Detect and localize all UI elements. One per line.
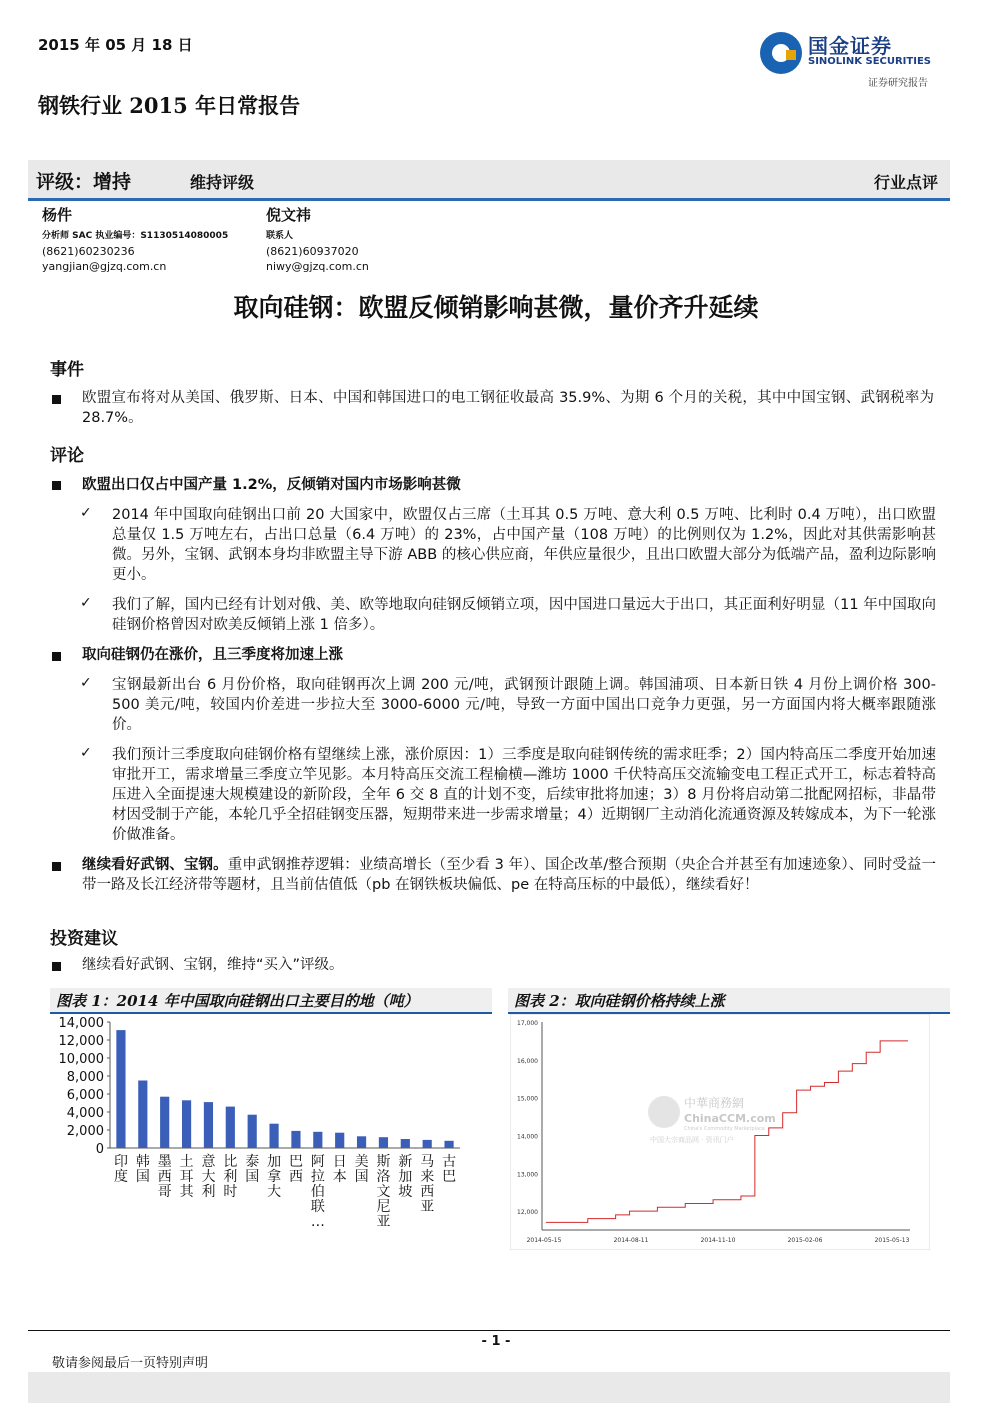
analyst-name: 杨件	[42, 206, 73, 224]
checkmark-icon: ✓	[80, 675, 92, 691]
analyst-phone: (8621)60230236	[42, 245, 135, 258]
watermark-foot: 中国大宗商品网 · 资讯门户	[650, 1136, 734, 1144]
section-heading-event: 事件	[50, 360, 84, 380]
x-tick-label: 尼	[376, 1199, 391, 1215]
bar	[248, 1115, 257, 1148]
x-tick-label: 2014-08-11	[613, 1237, 649, 1244]
y-tick-label: 17,000	[517, 1020, 538, 1027]
bullet-icon	[52, 481, 61, 490]
x-tick-label: 大	[201, 1169, 216, 1185]
y-tick-label: 14,000	[58, 1016, 104, 1031]
figure2-title-text: 图表 2：取向硅钢价格持续上涨	[514, 992, 725, 1010]
x-tick-label: 意	[201, 1154, 216, 1170]
x-tick-label: 墨	[157, 1154, 172, 1170]
y-tick-label: 10,000	[58, 1052, 104, 1067]
x-tick-label: 加	[398, 1169, 413, 1185]
point3-paragraph	[82, 855, 936, 895]
bar	[291, 1131, 300, 1148]
checkmark-icon: ✓	[80, 505, 92, 521]
bar	[226, 1107, 235, 1148]
analyst-card	[42, 208, 228, 274]
point2-paragraph-a: 宝钢最新出台 6 月份价格，取向硅钢再次上调 200 元/吨，武钢预计跟随上调。韩国浦项、日本新日铁 4 月份上调价格 300-500 美元/吨，较国内价差进一步拉大至 3000-6000 元/吨，导致一方面中国出口竞争力更强，另一方面国内将大概率跟随涨价。	[112, 677, 936, 733]
point2-paragraph-b: 我们预计三季度取向硅钢价格有望继续上涨，涨价原因：1）三季度是取向硅钢传统的需求旺季；2）国内特高压二季度开始加速审批开工，需求增量三季度立竿见影。本月特高压交流工程榆横—潍坊 1000 千伏特高压交流输变电工程正式开工，标志着特高压进入全面提速大规模建设的新阶段，全年 6 交 8 直的计划不变，后续审批将加速；3）8 月份将启动第二批配网招标，非晶带材因受制于产能，本轮几乎全招硅钢变压器，短期带来进一步需求增量；4）近期钢厂主动消化流通资源及转嫁成本，为下一轮涨价做准备。	[112, 747, 936, 843]
x-tick-label: 阿	[310, 1154, 325, 1170]
logo-text-cn: 国金证券	[808, 34, 892, 58]
x-tick-label: 西	[420, 1184, 435, 1200]
x-tick-label: 西	[157, 1169, 172, 1185]
section-heading-comment: 评论	[50, 446, 84, 466]
report-series-title: 钢铁行业 2015 年日常报告	[38, 93, 301, 118]
logo-subtitle: 证券研究报告	[868, 78, 928, 89]
x-tick-label: 西	[288, 1169, 303, 1185]
watermark-sub: China's Commodity Marketplace	[684, 1126, 765, 1132]
company-logo	[760, 30, 946, 92]
x-tick-label: 加	[267, 1154, 282, 1170]
y-tick-label: 16,000	[517, 1057, 538, 1065]
bullet-icon	[52, 962, 61, 971]
x-tick-label: 巴	[288, 1154, 303, 1170]
bar	[401, 1139, 410, 1148]
point2-heading: 取向硅钢仍在涨价，且三季度将加速上涨	[82, 647, 343, 663]
point1-paragraph-a: 2014 年中国取向硅钢出口前 20 大国家中，欧盟仅占三席（土耳其 0.5 万吨、意大利 0.5 万吨、比利时 0.4 万吨），出口欧盟总量仅 1.5 万吨左右，占出口总量（6.4 万吨）的 23%，占中国产量（108 万吨）的比例则仅为 1.2%，因此对其供需影响甚微。另外，宝钢、武钢本身均非欧盟主导下游 ABB 的核心供应商，年供应量很少，且出口欧盟大部分为低端产品，盈利边际影响更小。	[112, 507, 936, 583]
y-tick-label: 14,000	[517, 1133, 538, 1141]
checkmark-icon: ✓	[80, 595, 92, 611]
bar	[160, 1097, 169, 1148]
bar	[138, 1081, 147, 1149]
bar	[313, 1132, 322, 1148]
rating-label: 评级：增持	[36, 171, 132, 193]
y-tick-label: 8,000	[66, 1070, 104, 1085]
x-tick-label: 来	[420, 1169, 435, 1185]
bullet-icon	[52, 652, 61, 661]
x-tick-label: 新	[398, 1154, 413, 1170]
point1-heading: 欧盟出口仅占中国产量 1.2%，反倾销对国内市场影响甚微	[82, 477, 461, 493]
figure1-title-text: 图表 1：2014 年中国取向硅钢出口主要目的地（吨）	[56, 992, 419, 1010]
x-tick-label: 利	[201, 1184, 216, 1200]
bar	[335, 1133, 344, 1148]
x-tick-label: 时	[223, 1184, 238, 1200]
figure1-title	[50, 988, 492, 1014]
analyst-card	[266, 208, 369, 274]
report-category: 行业点评	[873, 173, 938, 192]
point1-paragraph-b: 我们了解，国内已经有计划对俄、美、欧等地取向硅钢反倾销立项，因中国进口量远大于出口，其正面利好明显（11 年中国取向硅钢价格曾因对欧美反倾销上涨 1 倍多）。	[112, 597, 936, 633]
chart-frame	[510, 1014, 930, 1250]
footer-disclaimer: 敬请参阅最后一页特别声明	[52, 1356, 209, 1371]
bar	[357, 1136, 366, 1148]
point3-heading: 继续看好武钢、宝钢。	[82, 857, 228, 873]
y-tick-label: 0	[95, 1142, 104, 1157]
x-tick-label: 国	[354, 1169, 369, 1185]
y-tick-label: 12,000	[58, 1034, 104, 1049]
watermark-globe-icon	[648, 1096, 680, 1128]
x-tick-label: 2014-05-15	[526, 1237, 562, 1244]
x-tick-label: 美	[354, 1154, 369, 1170]
page-number: - 1 -	[481, 1334, 511, 1349]
x-tick-label: 度	[113, 1169, 128, 1185]
x-tick-label: 坡	[398, 1184, 413, 1200]
rating-bar	[28, 160, 950, 201]
x-tick-label: 大	[267, 1184, 282, 1200]
x-tick-label: 日	[332, 1154, 347, 1170]
bar	[444, 1141, 453, 1148]
bar	[116, 1030, 125, 1148]
bar	[379, 1137, 388, 1148]
x-tick-label: 古	[442, 1154, 457, 1170]
x-tick-label: 其	[179, 1184, 194, 1200]
x-tick-label: 哥	[157, 1184, 172, 1200]
y-tick-label: 12,000	[517, 1209, 538, 1217]
footer-bar	[28, 1372, 950, 1403]
export-destinations-bar-chart	[50, 1012, 490, 1252]
x-tick-label: 2014-11-10	[700, 1237, 736, 1244]
invest-text: 继续看好武钢、宝钢，维持“买入”评级。	[82, 957, 344, 973]
watermark-en: ChinaCCM.com	[684, 1112, 776, 1125]
x-tick-label: 文	[376, 1184, 391, 1200]
analyst-name: 倪文祎	[266, 206, 312, 224]
analyst-role: 分析师 SAC 执业编号：S1130514080005	[42, 231, 229, 241]
x-tick-label: 比	[223, 1154, 238, 1170]
report-date: 2015 年 05 月 18 日	[38, 36, 193, 54]
x-tick-label: 拿	[267, 1169, 282, 1185]
x-tick-label: 国	[245, 1169, 260, 1185]
x-tick-label: 巴	[442, 1169, 457, 1185]
page-title: 取向硅钢：欧盟反倾销影响甚微，量价齐升延续	[233, 293, 759, 322]
section-heading-invest: 投资建议	[50, 929, 118, 949]
maintain-rating: 维持评级	[190, 173, 255, 192]
bullet-icon	[52, 862, 61, 871]
price-line-chart	[510, 1014, 930, 1250]
x-tick-label: 泰	[245, 1154, 260, 1170]
checkmark-icon: ✓	[80, 745, 92, 761]
bar	[204, 1102, 213, 1148]
y-tick-label: 6,000	[66, 1088, 104, 1103]
bullet-icon	[52, 395, 61, 404]
event-text: 欧盟宣布将对从美国、俄罗斯、日本、中国和韩国进口的电工钢征收最高 35.9%、为期 6 个月的关税，其中中国宝钢、武钢税率为 28.7%。	[82, 390, 934, 426]
bar	[182, 1100, 191, 1148]
watermark-cn: 中華商務網	[684, 1096, 745, 1110]
x-tick-label: …	[310, 1214, 325, 1230]
x-tick-label: 本	[332, 1169, 347, 1185]
x-tick-label: 耳	[179, 1169, 194, 1185]
logo-text-en: SINOLINK SECURITIES	[808, 56, 931, 67]
analyst-email[interactable]: yangjian@gjzq.com.cn	[42, 260, 167, 273]
x-tick-label: 2015-05-13	[874, 1237, 910, 1244]
x-tick-label: 2015-02-06	[787, 1237, 823, 1244]
x-tick-label: 亚	[420, 1199, 435, 1215]
point3-text: 重申武钢推荐逻辑：业绩高增长（至少看 3 年）、国企改革/整合预期（央企合并甚至有加速迹象）、同时受益一带一路及长江经济带等题材，且当前估值低（pb 在钢铁板块偏低、pe 在特高压标的中最低），继续看好！	[82, 857, 937, 893]
x-tick-label: 利	[223, 1169, 238, 1185]
x-tick-label: 土	[179, 1154, 194, 1170]
x-tick-label: 斯	[376, 1154, 391, 1170]
analyst-phone: (8621)60937020	[266, 245, 359, 258]
analyst-email[interactable]: niwy@gjzq.com.cn	[266, 260, 369, 273]
bar	[269, 1124, 278, 1148]
x-tick-label: 韩	[135, 1154, 150, 1170]
x-tick-label: 拉	[310, 1169, 325, 1185]
y-tick-label: 4,000	[66, 1106, 104, 1121]
y-tick-label: 2,000	[66, 1124, 104, 1139]
bar	[423, 1140, 432, 1148]
x-tick-label: 国	[135, 1169, 150, 1185]
x-tick-label: 伯	[310, 1184, 325, 1200]
analyst-role: 联系人	[266, 231, 294, 241]
y-tick-label: 13,000	[517, 1171, 538, 1179]
logo-mark-icon	[760, 32, 802, 74]
x-tick-label: 洛	[376, 1169, 391, 1185]
x-tick-label: 亚	[376, 1214, 391, 1230]
x-tick-label: 印	[113, 1154, 128, 1170]
x-tick-label: 联	[310, 1199, 325, 1215]
y-tick-label: 15,000	[517, 1095, 538, 1103]
figure2-title	[508, 988, 950, 1014]
x-tick-label: 马	[420, 1154, 435, 1170]
footer-divider	[28, 1330, 950, 1331]
